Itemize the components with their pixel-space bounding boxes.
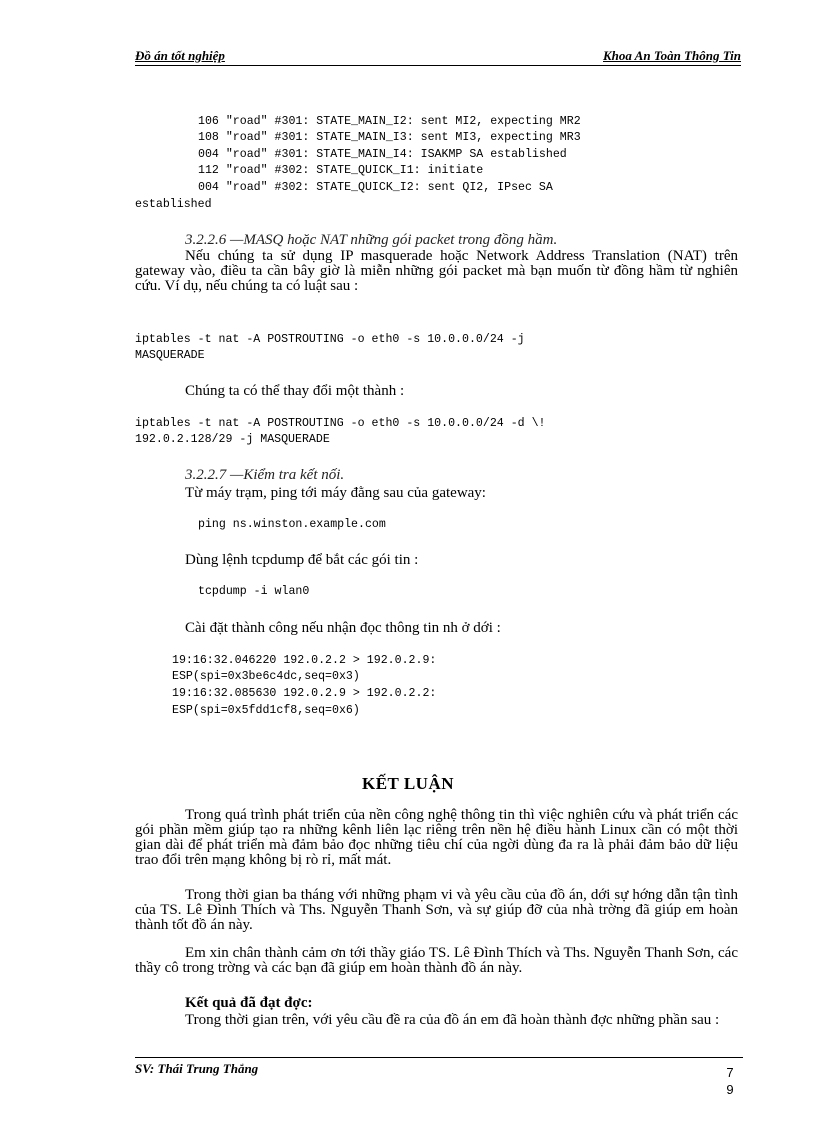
- code-line: 192.0.2.128/29 -j MASQUERADE: [135, 433, 330, 446]
- log-line: 004 "road" #302: STATE_QUICK_I2: sent QI2, IPsec SA: [198, 181, 553, 194]
- output-line: ESP(spi=0x3be6c4dc,seq=0x3): [172, 670, 360, 683]
- output-line: ESP(spi=0x5fdd1cf8,seq=0x6): [172, 704, 360, 717]
- change-text: Chúng ta có thể thay đổi một thành :: [185, 383, 405, 399]
- result-heading: Kết quả đã đạt đợc:: [185, 995, 313, 1011]
- log-line: 108 "road" #301: STATE_MAIN_I3: sent MI3, expecting MR3: [198, 131, 581, 144]
- header-right-title: Khoa An Toàn Thông Tin: [603, 48, 741, 63]
- conclusion-paragraph-4: Trong thời gian trên, với yêu cầu đề ra của đồ án em đã hoàn thành đợc những phần sau :: [185, 1012, 720, 1028]
- page-number: [724, 1064, 736, 1098]
- conclusion-title: KẾT LUẬN: [361, 774, 454, 793]
- log-line: 112 "road" #302: STATE_QUICK_I1: initiate: [198, 164, 484, 177]
- output-line: 19:16:32.046220 192.0.2.2 > 192.0.2.9:: [172, 654, 437, 667]
- header-left-title: Đồ án tốt nghiệp: [135, 48, 225, 63]
- footer-divider: [135, 1057, 743, 1058]
- log-line-wrap: established: [135, 198, 212, 211]
- section-3226-paragraph: Nếu chúng ta sử dụng IP masquerade hoặc Network Address Translation (NAT) trên gateway vào, điều ta cần bây giờ là miễn những gói packet mà bạn muốn từ đồng hầm từ nghiên cứu. Ví dụ, nếu chúng ta có luật sau :: [135, 248, 738, 294]
- conclusion-paragraph-1: Trong quá trình phát triển của nền công nghệ thông tin thì việc nghiên cứu và phát triển các gói phần mềm giúp tạo ra những kênh liên lạc riêng trên nền hệ điều hành Linux cần có một thời gian dài để phát triển mà đảm bảo đọc những tiêu chí của ngời dùng đa ra là phải đảm bảo dữ liệu trao đổi trên mạng không bị rò rỉ, mất mát.: [135, 807, 738, 868]
- code-line: MASQUERADE: [135, 349, 205, 362]
- section-heading-3227: 3.2.2.7 —Kiểm tra kết nối.: [185, 467, 345, 483]
- page-number-top: 7: [726, 1065, 734, 1080]
- log-line: 004 "road" #301: STATE_MAIN_I4: ISAKMP SA established: [198, 148, 567, 161]
- log-line: 106 "road" #301: STATE_MAIN_I2: sent MI2, expecting MR2: [198, 115, 581, 128]
- page-header: [135, 47, 741, 66]
- tcpdump-command: tcpdump -i wlan0: [198, 585, 310, 598]
- ping-text: Từ máy trạm, ping tới máy đằng sau của gateway:: [185, 485, 486, 501]
- success-text: Cài đặt thành công nếu nhận đọc thông tin nh ở dới :: [185, 620, 501, 636]
- ping-command: ping ns.winston.example.com: [198, 518, 386, 531]
- code-line: iptables -t nat -A POSTROUTING -o eth0 -s 10.0.0.0/24 -j: [135, 333, 525, 346]
- conclusion-paragraph-2: Trong thời gian ba tháng với những phạm vi và yêu cầu của đồ án, dới sự hớng dẫn tận tình của TS. Lê Đình Thích và Ths. Nguyễn Thanh Sơn, và sự giúp đỡ của nhà trờng đã giúp em hoàn thành tốt đồ án này.: [135, 887, 738, 933]
- output-line: 19:16:32.085630 192.0.2.9 > 192.0.2.2:: [172, 687, 437, 700]
- tcpdump-text: Dùng lệnh tcpdump để bắt các gói tin :: [185, 552, 419, 568]
- section-heading-3226: 3.2.2.6 —MASQ hoặc NAT những gói packet trong đồng hầm.: [185, 232, 558, 248]
- conclusion-paragraph-3: Em xin chân thành cảm ơn tới thầy giáo TS. Lê Đình Thích và Ths. Nguyễn Thanh Sơn, các thầy cô trong trờng và các bạn đã giúp em hoàn thành đồ án này.: [135, 945, 738, 976]
- footer-student: SV: Thái Trung Thắng: [135, 1061, 259, 1076]
- code-line: iptables -t nat -A POSTROUTING -o eth0 -s 10.0.0.0/24 -d \!: [135, 417, 546, 430]
- page-number-bottom: 9: [726, 1082, 734, 1097]
